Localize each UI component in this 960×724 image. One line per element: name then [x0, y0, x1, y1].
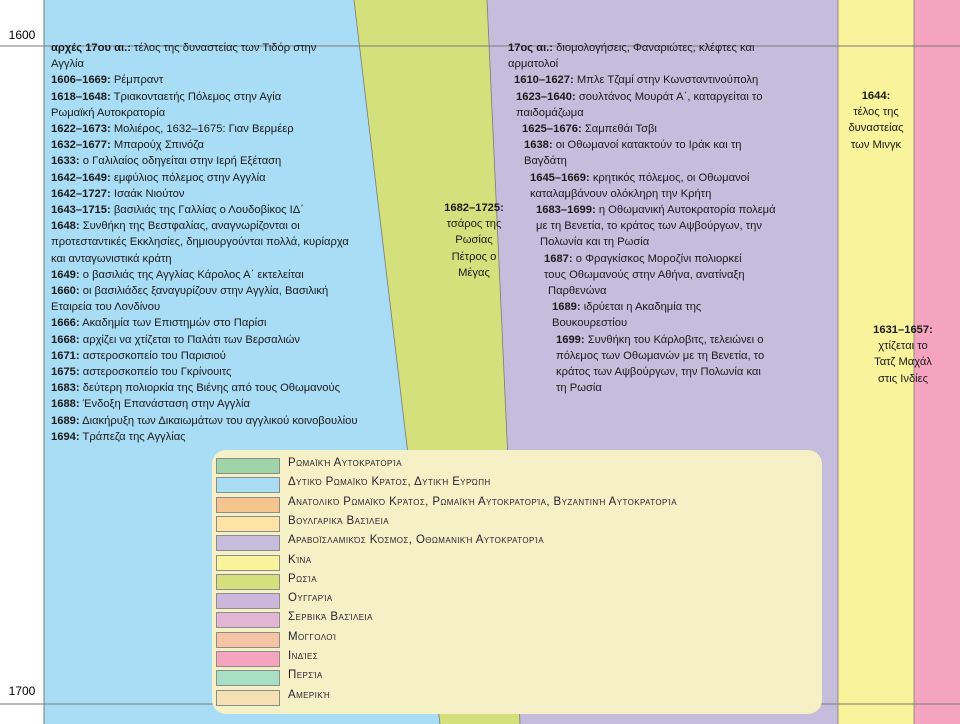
event-date: 1622–1673: — [51, 123, 111, 136]
india-event-line — [848, 371, 958, 387]
event-date: 1668: — [51, 333, 80, 346]
year-axis-column — [0, 0, 44, 724]
event-text: ιδρύεται η Ακαδημία της — [580, 301, 702, 314]
event-date: 1694: — [51, 430, 80, 443]
event-text: βασιλιάς της Γαλλίας ο Λουδοβίκος ΙΔ΄ — [110, 204, 304, 217]
event-date: 1671: — [51, 349, 80, 362]
ottoman-events — [508, 40, 776, 396]
europe-event-line — [51, 332, 358, 348]
china-events — [842, 88, 910, 153]
event-date: 1683: — [51, 382, 80, 395]
ottoman-event-line — [508, 332, 776, 348]
ottoman-event-line — [508, 186, 776, 202]
event-text: Βαγδάτη — [524, 155, 567, 168]
event-date: 1648: — [51, 220, 80, 233]
event-text: οι Οθωμανοί κατακτούν το Ιράκ και τη — [552, 139, 742, 152]
event-text: στις Ινδίες — [877, 372, 929, 385]
india-event-line — [848, 354, 958, 370]
event-text: ο Γαλιλαίος οδηγείται στην Ιερή Εξέταση — [79, 155, 282, 168]
event-text: Ρέμπραντ — [110, 74, 164, 87]
europe-event-line — [51, 56, 358, 72]
event-date: 1675: — [51, 366, 80, 379]
legend-label: Σερβικά Βασίλεια — [288, 611, 373, 624]
event-date: 1687: — [544, 252, 573, 265]
event-text: δεύτερη πολιορκία της Βιένης από τους Οθωμανούς — [79, 382, 340, 395]
event-text: δυναστείας — [848, 122, 904, 135]
event-text: τους Οθωμανούς στην Αθήνα, ανατίναξη — [544, 268, 745, 281]
legend-label: Ρωσία — [288, 572, 318, 585]
legend-label: Βουλγαρικά Βασίλεια — [288, 514, 390, 527]
event-text: Συνθήκη της Βεστφαλίας, αναγνωρίζονται οι — [79, 220, 300, 233]
event-text: καταλαμβάνουν ολόκληρη την Κρήτη — [530, 187, 712, 200]
ottoman-event-line — [508, 170, 776, 186]
event-date: 1688: — [51, 398, 80, 411]
event-text: τη Ρωσία — [556, 382, 602, 395]
ottoman-event-line — [508, 348, 776, 364]
russia-event-line — [428, 200, 520, 216]
event-text: Διακήρυξη των Δικαιωμάτων του αγγλικού κοινοβουλίου — [79, 414, 358, 427]
event-text: των Μινγκ — [850, 138, 902, 151]
event-text: Μπλε Τζαμί στην Κωνσταντινούπολη — [573, 74, 759, 87]
event-text: αστεροσκοπείο του Γκρίνουιτς — [79, 366, 232, 379]
event-text: σουλτάνος Μουράτ Α΄, καταργείται το — [575, 90, 763, 103]
ottoman-event-line — [508, 72, 776, 88]
event-date: 1643–1715: — [51, 204, 111, 217]
china-event-line — [842, 137, 910, 153]
legend-swatch — [216, 555, 280, 571]
event-text: Πολωνία και τη Ρωσία — [540, 236, 650, 249]
europe-event-line — [51, 380, 358, 396]
event-date: 1699: — [556, 333, 585, 346]
europe-event-line — [51, 251, 358, 267]
event-text: ο βασιλιάς της Αγγλίας Κάρολος Α΄ εκτελείται — [79, 268, 304, 281]
legend-label: Αραβοϊσλαμικός Κόσμος, Οθωμανική Αυτοκρατορία — [288, 534, 544, 547]
china-event-line — [842, 120, 910, 136]
europe-event-line — [51, 153, 358, 169]
event-text: κρητικός πόλεμος, οι Οθωμανοί — [589, 171, 750, 184]
europe-event-line — [51, 137, 358, 153]
ottoman-event-line — [508, 153, 776, 169]
event-text: Αγγλία — [51, 58, 84, 71]
india-event-line — [848, 322, 958, 338]
ottoman-event-line — [508, 89, 776, 105]
event-date: 1638: — [524, 139, 553, 152]
ottoman-event-line — [508, 380, 776, 396]
europe-event-line — [51, 170, 358, 186]
event-date: 1632–1677: — [51, 139, 111, 152]
ottoman-event-line — [508, 251, 776, 267]
europe-event-line — [51, 299, 358, 315]
event-date: 1649: — [51, 268, 80, 281]
event-text: Παρθενώνα — [548, 285, 607, 298]
event-text: Ένδοξη Επανάσταση στην Αγγλία — [79, 398, 250, 411]
russia-event-line — [428, 232, 520, 248]
event-date: 1689: — [51, 414, 80, 427]
europe-event-line — [51, 121, 358, 137]
legend-swatch — [216, 690, 280, 706]
china-event-line — [842, 88, 910, 104]
event-text: Ισαάκ Νιούτον — [110, 187, 185, 200]
ottoman-event-line — [508, 202, 776, 218]
event-text: αρχίζει να χτίζεται το Παλάτι των Βερσαλιών — [79, 333, 300, 346]
legend-swatch — [216, 497, 280, 513]
event-text: Τράπεζα της Αγγλίας — [79, 430, 186, 443]
europe-event-line — [51, 267, 358, 283]
event-date: 1618–1648: — [51, 90, 111, 103]
event-date: 1644: — [861, 90, 891, 102]
year-label-1700: 1700 — [8, 684, 36, 698]
event-text: Μπαρούχ Σπινόζα — [110, 139, 204, 152]
ottoman-event-line — [508, 105, 776, 121]
event-date: 1625–1676: — [522, 123, 582, 136]
ottoman-event-line — [508, 218, 776, 234]
ottoman-event-line — [508, 40, 776, 56]
legend-swatch — [216, 612, 280, 628]
event-text: οι βασιλιάδες ξαναγυρίζουν στην Αγγλία, Βασιλική — [79, 285, 329, 298]
event-date: 1682–1725: — [444, 202, 504, 214]
legend-swatch — [216, 516, 280, 532]
event-text: Ρωμαϊκή Αυτοκρατορία — [51, 106, 166, 119]
event-date: 1689: — [552, 301, 581, 314]
event-text: διομολογήσεις, Φαναριώτες, κλέφτες και — [553, 42, 755, 54]
legend-swatch — [216, 632, 280, 648]
event-text: με τη Βενετία, το κράτος των Αψβούργων, την — [536, 220, 762, 233]
europe-event-line — [51, 364, 358, 380]
event-text: Ρωσίας — [455, 234, 493, 247]
event-date: 1623–1640: — [516, 90, 576, 103]
legend-label: Περσία — [288, 669, 323, 682]
europe-event-line — [51, 315, 358, 331]
europe-events — [51, 40, 358, 445]
legend-label: Αμερική — [288, 688, 331, 701]
legend-label: Ανατολικό Ρωμαϊκό Κράτος, Ρωμαϊκή Αυτοκρατορία, Βυζαντινή Αυτοκρατορία — [288, 495, 677, 508]
event-text: παιδομάζωμα — [516, 106, 584, 119]
legend-swatch — [216, 574, 280, 590]
year-label-1600: 1600 — [8, 28, 36, 42]
ottoman-event-line — [508, 121, 776, 137]
ottoman-event-line — [508, 56, 776, 72]
legend — [212, 450, 822, 714]
ottoman-event-line — [508, 283, 776, 299]
event-text: Συνθήκη του Κάρλοβιτς, τελειώνει ο — [584, 333, 764, 346]
europe-event-line — [51, 396, 358, 412]
europe-event-line — [51, 348, 358, 364]
event-date: 1642–1727: — [51, 187, 111, 200]
event-text: ο Φραγκίσκος Μοροζίνι πολιορκεί — [572, 252, 742, 265]
ottoman-event-line — [508, 315, 776, 331]
legend-swatch — [216, 458, 280, 474]
event-text: χτίζεται το — [878, 340, 928, 353]
europe-event-line — [51, 413, 358, 429]
ottoman-event-line — [508, 299, 776, 315]
event-text: πόλεμος των Οθωμανών με τη Βενετία, το — [556, 349, 765, 362]
event-text: Εταιρεία του Λονδίνου — [51, 301, 161, 314]
russia-event-line — [428, 265, 520, 281]
legend-swatch — [216, 670, 280, 686]
legend-label: Μογγολοί — [288, 630, 337, 643]
europe-event-line — [51, 105, 358, 121]
event-date: αρχές 17ου αι.: — [51, 42, 131, 54]
event-text: Πέτρος ο — [451, 250, 497, 263]
russia-event-line — [428, 216, 520, 232]
ottoman-event-line — [508, 364, 776, 380]
event-text: τέλος της — [853, 106, 899, 119]
ottoman-event-line — [508, 137, 776, 153]
event-date: 1610–1627: — [514, 74, 574, 87]
event-date: 17ος αι.: — [508, 42, 554, 54]
legend-swatch — [216, 535, 280, 551]
event-text: εμφύλιος πόλεμος στην Αγγλία — [110, 171, 266, 184]
event-date: 1642–1649: — [51, 171, 111, 184]
europe-event-line — [51, 202, 358, 218]
event-date: 1631–1657: — [873, 324, 933, 336]
event-text: και ανταγωνιστικά κράτη — [51, 252, 172, 265]
legend-swatch — [216, 593, 280, 609]
event-text: Μολιέρος, 1632–1675: Γιαν Βερμέερ — [110, 123, 294, 136]
russia-events — [428, 200, 520, 281]
legend-swatch — [216, 477, 280, 493]
event-text: Μέγας — [458, 266, 490, 279]
europe-event-line — [51, 40, 358, 56]
event-text: τσάρος της — [446, 218, 502, 231]
event-text: Ακαδημία των Επιστημών στο Παρίσι — [79, 317, 267, 330]
russia-event-line — [428, 249, 520, 265]
europe-event-line — [51, 218, 358, 234]
event-text: Βουκουρεστίου — [552, 317, 628, 330]
legend-label: Ουγγαρία — [288, 592, 333, 605]
europe-event-line — [51, 283, 358, 299]
ottoman-event-line — [508, 234, 776, 250]
event-date: 1633: — [51, 155, 80, 168]
event-text: αρματολοί — [508, 58, 559, 71]
event-date: 1660: — [51, 285, 80, 298]
event-text: τέλος της δυναστείας των Τιδόρ στην — [130, 42, 317, 54]
legend-label: Κίνα — [288, 553, 312, 566]
china-event-line — [842, 104, 910, 120]
legend-label: Ινδίες — [288, 650, 319, 662]
europe-event-line — [51, 429, 358, 445]
event-text: προτεσταντικές Εκκλησίες, δημιουργούνται πολλά, κυρίαρχα — [51, 236, 349, 249]
india-event-line — [848, 338, 958, 354]
event-date: 1606–1669: — [51, 74, 111, 87]
event-text: Σαμπεθάι Τσβι — [581, 123, 657, 136]
legend-swatch — [216, 651, 280, 667]
europe-event-line — [51, 186, 358, 202]
ottoman-event-line — [508, 267, 776, 283]
india-events — [848, 322, 958, 387]
event-date: 1645–1669: — [530, 171, 590, 184]
event-date: 1683–1699: — [536, 204, 596, 217]
legend-label: Δυτικό Ρωμαϊκό Κράτος, Δυτική Ευρώπη — [288, 476, 491, 489]
event-text: η Οθωμανική Αυτοκρατορία πολεμά — [595, 204, 776, 217]
event-text: Τριακονταετής Πόλεμος στην Αγία — [110, 90, 282, 103]
europe-event-line — [51, 72, 358, 88]
event-text: αστεροσκοπείο του Παρισιού — [79, 349, 226, 362]
europe-event-line — [51, 89, 358, 105]
event-date: 1666: — [51, 317, 80, 330]
legend-label: Ρωμαϊκή Αυτοκρατορία — [288, 457, 402, 469]
europe-event-line — [51, 234, 358, 250]
event-text: κράτος των Αψβούργων, την Πολωνία και — [556, 366, 761, 379]
event-text: Τατζ Μαχάλ — [874, 356, 932, 369]
